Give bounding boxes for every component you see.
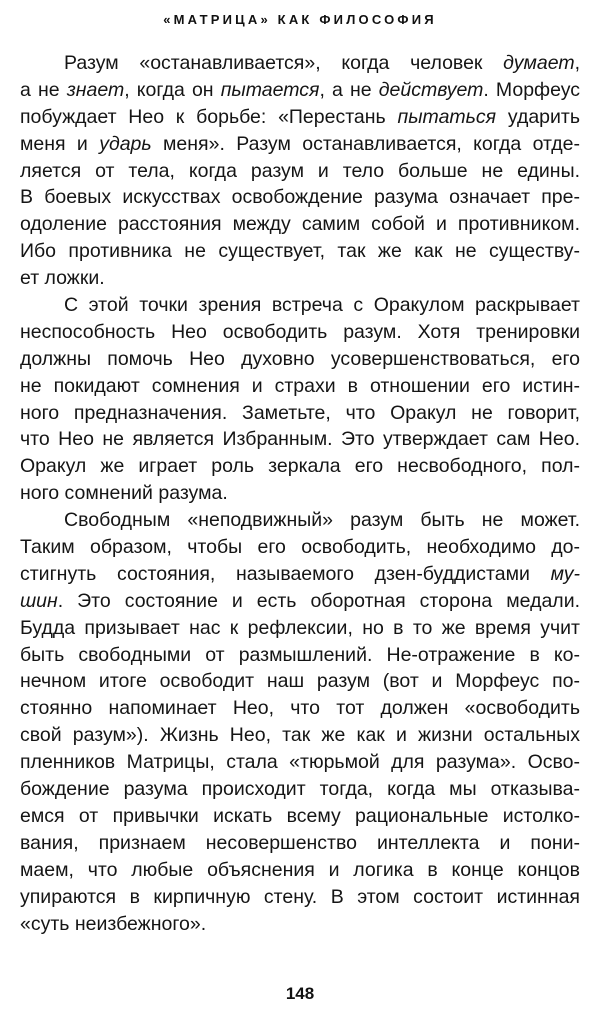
text-run: стигнуть состояния, называемого дзен-буддистами (20, 562, 551, 585)
text-run: одоление расстояния между самим собой и противником. (20, 213, 580, 236)
text-run: ет ложки. (20, 267, 105, 290)
text-line (20, 77, 580, 104)
text-run: , а не (319, 78, 379, 101)
text-run: Свободным «неподвижный» разум быть не может. (64, 509, 580, 532)
text-line (20, 695, 580, 722)
paragraph (20, 50, 580, 292)
text-run: меня и (20, 132, 100, 155)
text-line (20, 534, 580, 561)
italic-text: знает (66, 78, 125, 101)
text-run: Разум «останавливается», когда человек (64, 52, 504, 74)
text-run: пленников Матрицы, стала «тюрьмой для разума». Осво- (20, 751, 580, 774)
text-run: Будда призывает нас к рефлексии, но в то же время учит (20, 616, 580, 639)
text-run: маем, что любые объяснения и логика в конце концов (20, 858, 580, 881)
text-run: нечном итоге освободит наш разум (вот и Морфеус по- (20, 670, 580, 693)
text-line (20, 615, 580, 642)
italic-text: пытается (220, 78, 320, 101)
text-line (20, 668, 580, 695)
italic-text: пытаться (397, 105, 497, 128)
text-run: должны помочь Нео духовно усовершенствоваться, его (20, 347, 580, 370)
text-run: вания, признаем несовершенство интеллекта и пони- (20, 831, 580, 854)
text-line (20, 561, 580, 588)
text-line (20, 319, 580, 346)
text-run: В боевых искусствах освобождение разума означает пре- (20, 186, 580, 209)
text-run: неспособность Нео освободить разум. Хотя тренировки (20, 320, 580, 343)
paragraph (20, 292, 580, 507)
text-line (20, 642, 580, 669)
text-line (20, 857, 580, 884)
text-line (20, 292, 580, 319)
text-line (20, 131, 580, 158)
text-run: бождение разума происходит тогда, когда мы отказыва- (20, 778, 580, 801)
text-line (20, 884, 580, 911)
italic-text: думает (503, 52, 575, 74)
text-run: . Это состояние и есть оборотная сторона медали. (57, 589, 580, 612)
text-run: не покидают сомнения и страхи в отношении его истин- (20, 374, 580, 397)
italic-text: му- (550, 562, 580, 585)
text-line (20, 911, 580, 938)
italic-text: действует (378, 78, 484, 101)
text-line (20, 50, 580, 77)
text-line (20, 749, 580, 776)
text-run: ляется от тела, когда разум и тело больше не едины. (20, 159, 580, 182)
text-run: , когда он (124, 78, 221, 101)
text-line (20, 722, 580, 749)
text-line (20, 776, 580, 803)
text-run: Оракул же играет роль зеркала его несвободного, пол- (20, 455, 580, 478)
text-line (20, 373, 580, 400)
text-run: ного предназначения. Заметьте, что Оракул не говорит, (20, 401, 580, 424)
text-run: стоянно напоминает Нео, что тот должен «освободить (20, 697, 580, 720)
page-number: 148 (285, 984, 315, 1003)
text-line (20, 158, 580, 185)
text-run: Таким образом, чтобы его освободить, необходимо до- (20, 536, 580, 559)
text-run: что Нео не является Избранным. Это утверждает сам Нео. (20, 428, 580, 451)
italic-text: шин (20, 589, 58, 612)
text-line (20, 238, 580, 265)
text-run: быть свободными от размышлений. Не-отражение в ко- (20, 643, 580, 666)
text-line (20, 346, 580, 373)
text-run: , (574, 52, 580, 74)
text-run: ударить (496, 105, 581, 128)
text-run: меня». Разум останавливается, когда отде- (151, 132, 580, 155)
text-line (20, 507, 580, 534)
text-run: ного сомнений разума. (20, 482, 228, 505)
text-line (20, 453, 580, 480)
text-run: побуждает Нео к борьбе: «Перестань (20, 105, 398, 128)
text-run: . Морфеус (483, 78, 581, 101)
text-run: емся от привычки искать всему рациональные истолко- (20, 804, 580, 827)
text-line (20, 265, 580, 292)
text-line (20, 184, 580, 211)
text-line (20, 803, 580, 830)
paragraph (20, 507, 580, 937)
text-line (20, 104, 580, 131)
text-line (20, 588, 580, 615)
text-run: а не (20, 78, 67, 101)
text-line (20, 830, 580, 857)
text-line (20, 480, 580, 507)
text-run: упираются в кирпичную стену. В этом состоит истинная (20, 885, 580, 908)
text-run: Ибо противника не существует, так же как не существу- (20, 240, 580, 263)
text-run: свой разум»). Жизнь Нео, так же как и жизни остальных (20, 724, 580, 747)
text-run: С этой точки зрения встреча с Оракулом раскрывает (64, 294, 580, 317)
italic-text: ударь (99, 132, 152, 155)
body-text (20, 50, 580, 937)
text-line (20, 400, 580, 427)
text-line (20, 211, 580, 238)
text-run: «суть неизбежного». (20, 912, 207, 935)
text-line (20, 426, 580, 453)
running-head: «МАТРИЦА» КАК ФИЛОСОФИЯ (163, 12, 437, 27)
